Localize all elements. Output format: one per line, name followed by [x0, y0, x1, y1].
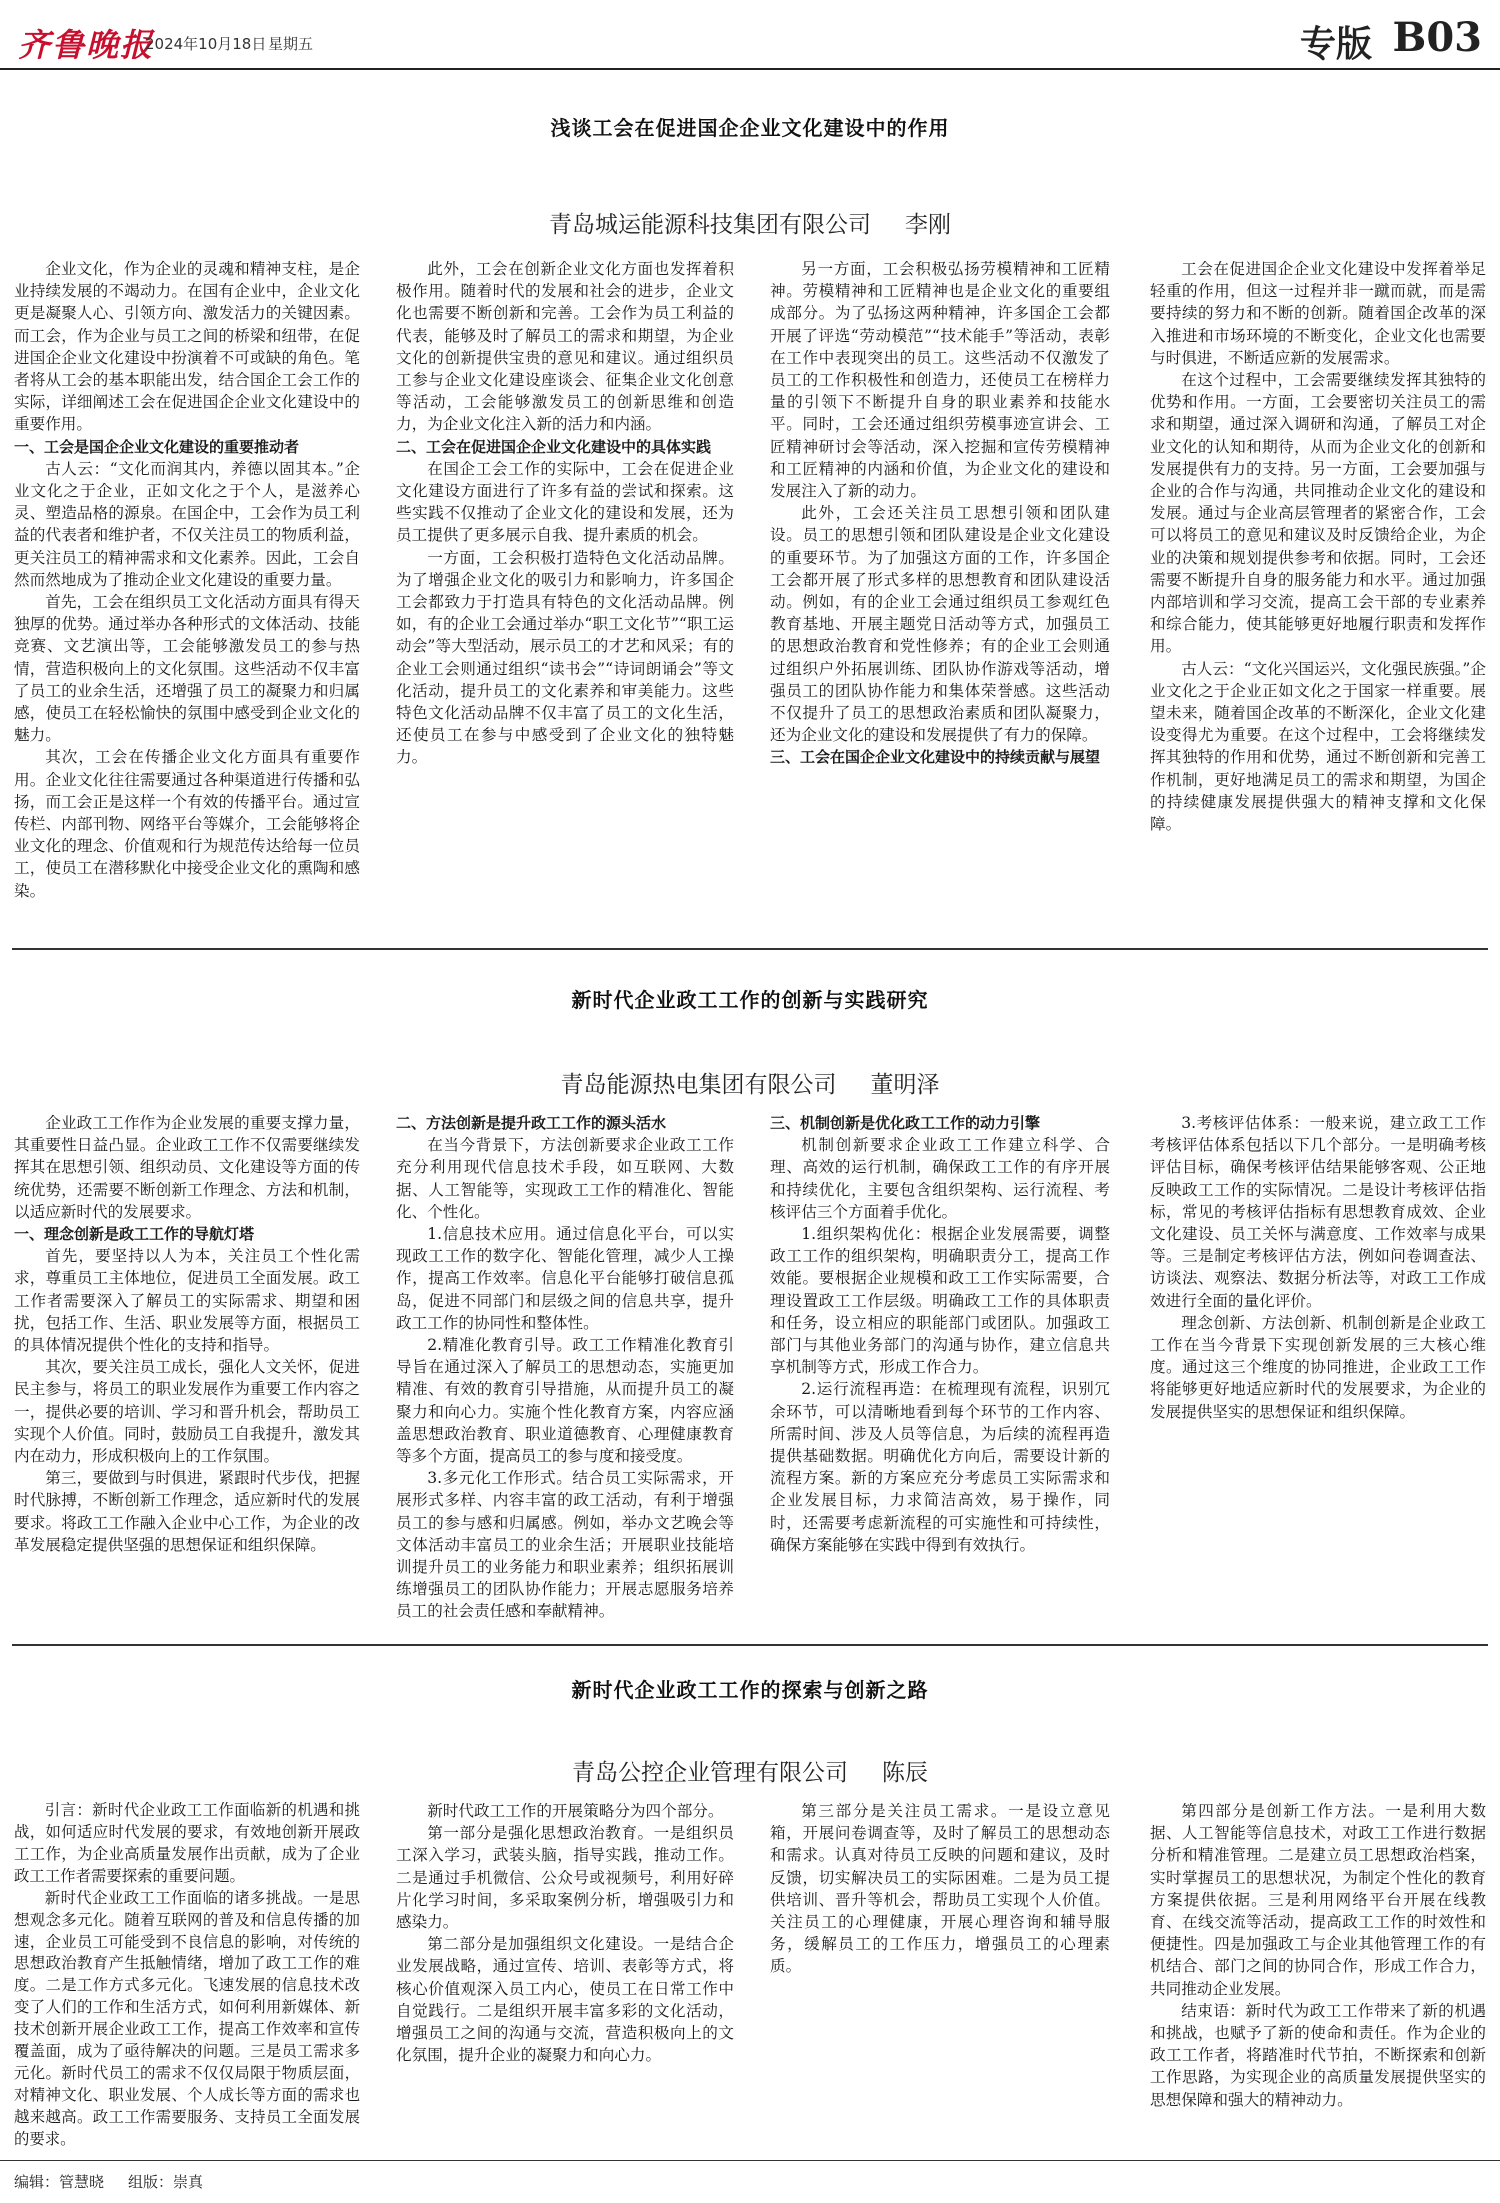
article1-org: 青岛城运能源科技集团有限公司	[549, 212, 871, 238]
article2-heading-3: 三、机制创新是优化政工工作的动力引擎	[770, 1114, 1041, 1132]
article2-paragraph: 1.组织架构优化：根据企业发展需要，调整政工工作的组织架构，明确职责分工，提高工作效能。要根据企业规模和政工工作实际需要，合理设置政工工作层级。明确政工工作的具体职责和任务，设立相应的职能部门或团队。加强政工部门与其他业务部门的沟通与协作，建立信息共享机制等方式，形成工作合力。	[770, 1225, 1110, 1377]
article2-paragraph: 其次，要关注员工成长，强化人文关怀，促进民主参与，将员工的职业发展作为重要工作内容之一，提供必要的培训、学习和晋升机会，帮助员工实现个人价值。同时，鼓励员工自我提升，激发其内在动力，形成积极向上的工作氛围。	[14, 1358, 360, 1466]
article1-paragraph: 工会在促进国企企业文化建设中发挥着举足轻重的作用，但这一过程并非一蹴而就，而是需要持续的努力和不断的创新。随着国企改革的深入推进和市场环境的不断变化，企业文化也需要与时俱进，不断适应新的发展需求。	[1150, 260, 1486, 367]
article1-column-2	[396, 258, 734, 938]
article2-column-1	[14, 1112, 360, 1634]
article1-paragraph: 此外，工会还关注员工思想引领和团队建设。员工的思想引领和团队建设是企业文化建设的重要环节。为了加强这方面的工作，许多国企工会都开展了形式多样的思想教育和团队建设活动。例如，有的企业工会通过组织员工参观红色教育基地、开展主题党日活动等方式，加强员工的思想政治教育和党性修养；有的企业工会则通过组织户外拓展训练、团队协作游戏等活动，增强员工的团队协作能力和集体荣誉感。这些活动不仅提升了员工的思想政治素质和团队凝聚力，还为企业文化的建设和发展提供了有力的保障。	[770, 504, 1110, 745]
article-divider	[12, 948, 1488, 950]
article3-paragraph: 第三部分是关注员工需求。一是设立意见箱，开展问卷调查等，及时了解员工的思想动态和需求。认真对待员工反映的问题和建议，及时反馈，切实解决员工的实际困难。二是为员工提供培训、晋升等机会，帮助员工实现个人价值。关注员工的心理健康，开展心理咨询和辅导服务，缓解员工的工作压力，增强员工的心理素质。	[770, 1802, 1110, 1976]
newspaper-logo: 齐鲁晚报	[18, 26, 155, 64]
article2-author: 董明泽	[870, 1072, 940, 1098]
article1-paragraph: 此外，工会在创新企业文化方面也发挥着积极作用。随着时代的发展和社会的进步，企业文化也需要不断创新和完善。工会作为员工利益的代表，能够及时了解员工的需求和期望，为企业文化的创新提供宝贵的意见和建议。通过组织员工参与企业文化建设座谈会、征集企业文化创意等活动，工会能够激发员工的创新思维和创造力，为企业文化注入新的活力和内涵。	[396, 260, 734, 434]
article3-byline	[0, 1754, 1500, 1787]
article2-paragraph: 第三，要做到与时俱进，紧跟时代步伐，把握时代脉搏，不断创新工作理念，适应新时代的发展要求。将政工工作融入企业中心工作，为企业的改革发展稳定提供坚强的思想保证和组织保障。	[14, 1469, 360, 1554]
article3-column-2	[396, 1800, 734, 2152]
article2-paragraph: 3.考核评估体系：一般来说，建立政工工作考核评估体系包括以下几个部分。一是明确考核评估目标，确保考核评估结果能够客观、公正地反映政工工作的实际情况。二是设计考核评估指标，常见的考核评估指标有思想教育成效、企业文化建设、员工关怀与满意度、工作效率与成果等。三是制定考核评估方法，例如问卷调查法、访谈法、观察法、数据分析法等，对政工工作成效进行全面的量化评价。	[1150, 1114, 1486, 1310]
article3-column-1	[14, 1800, 360, 2152]
article3-author: 陈辰	[882, 1760, 928, 1786]
article2-paragraph: 2.运行流程再造：在梳理现有流程，识别冗余环节，可以清晰地看到每个环节的工作内容、所需时间、涉及人员等信息，为后续的流程再造提供基础数据。明确优化方向后，需要设计新的流程方案。新的方案应充分考虑员工实际需求和企业发展目标，力求简洁高效，易于操作，同时，还需要考虑新流程的可实施性和可持续性，确保方案能够在实践中得到有效执行。	[770, 1380, 1110, 1554]
article3-column-3	[770, 1800, 1110, 2152]
article-divider	[12, 1644, 1488, 1646]
article1-paragraph: 其次，工会在传播企业文化方面具有重要作用。企业文化往往需要通过各种渠道进行传播和弘扬，而工会正是这样一个有效的传播平台。通过宣传栏、内部刊物、网络平台等媒介，工会能够将企业文化的理念、价值观和行为规范传达给每一位员工，使员工在潜移默化中接受企业文化的熏陶和感染。	[14, 748, 360, 900]
article1-author: 李刚	[905, 212, 951, 238]
article1-heading-3: 三、工会在国企企业文化建设中的持续贡献与展望	[770, 748, 1101, 767]
article2-org: 青岛能源热电集团有限公司	[560, 1072, 837, 1098]
article3-paragraph: 第一部分是强化思想政治教育。一是组织员工深入学习，武装头脑，指导实践，推动工作。二是通过手机微信、公众号或视频号，利用好碎片化学习时间，多采取案例分析，增强吸引力和感染力。	[396, 1824, 734, 1932]
editor-credit: 编辑：管慧晓	[14, 2173, 105, 2191]
article2-paragraph: 在当今背景下，方法创新要求企业政工工作充分利用现代信息技术手段，如互联网、大数据、人工智能等，实现政工工作的精准化、智能化、个性化。	[396, 1136, 734, 1221]
article1-column-4	[1150, 258, 1486, 938]
article1-title: 浅谈工会在促进国企企业文化建设中的作用	[550, 116, 950, 140]
article3-column-4	[1150, 1800, 1486, 2152]
article2-title: 新时代企业政工工作的创新与实践研究	[571, 988, 929, 1012]
article2-column-3	[770, 1112, 1110, 1634]
article3-org: 青岛公控企业管理有限公司	[572, 1760, 848, 1786]
article1-paragraph: 首先，工会在组织员工文化活动方面具有得天独厚的优势。通过举办各种形式的文体活动、技能竞赛、文艺演出等，工会能够激发员工的参与热情，营造积极向上的文化氛围。这些活动不仅丰富了员工的业余生活，还增强了员工的凝聚力和归属感，使员工在轻松愉快的氛围中感受到企业文化的魅力。	[14, 593, 360, 745]
section-name: 专版	[1299, 23, 1372, 65]
article2-heading-1: 一、理念创新是政工工作的导航灯塔	[14, 1225, 255, 1244]
article3-paragraph: 第四部分是创新工作方法。一是利用大数据、人工智能等信息技术，对政工工作进行数据分析和精准管理。二是建立员工思想政治档案，实时掌握员工的思想状况，为制定个性化的教育方案提供依据。三是利用网络平台开展在线教育、在线交流等活动，提高政工工作的时效性和便捷性。四是加强政工与企业其他管理工作的有机结合、部门之间的协同合作，形成工作合力，共同推动企业发展。	[1150, 1802, 1486, 1998]
article1-heading-1: 一、工会是国企企业文化建设的重要推动者	[14, 437, 300, 456]
article1-paragraph: 企业文化，作为企业的灵魂和精神支柱，是企业持续发展的不竭动力。在国有企业中，企业文化更是凝聚人心、引领方向、激发活力的关键因素。而工会，作为企业与员工之间的桥梁和纽带，在促进国企企业文化建设中扮演着不可或缺的角色。笔者将从工会的基本职能出发，结合国企工会工作的实际，详细阐述工会在促进国企企业文化建设中的重要作用。	[14, 260, 360, 434]
article1-byline	[0, 206, 1500, 239]
article2-paragraph: 企业政工工作作为企业发展的重要支撑力量，其重要性日益凸显。企业政工工作不仅需要继续发挥其在思想引领、组织动员、文化建设等方面的传统优势，还需要不断创新工作理念、方法和机制，以适应新时代的发展要求。	[14, 1114, 360, 1221]
article1-column-1	[14, 258, 360, 938]
article2-paragraph: 2.精准化教育引导。政工工作精准化教育引导旨在通过深入了解员工的思想动态，实施更加精准、有效的教育引导措施，从而提升员工的凝聚力和向心力。实施个性化教育方案，内容应涵盖思想政治教育、职业道德教育、心理健康教育等多个方面，提高员工的参与度和接受度。	[396, 1336, 734, 1466]
article3-paragraph: 引言：新时代企业政工工作面临新的机遇和挑战，如何适应时代发展的要求，有效地创新开展政工工作，为企业高质量发展作出贡献，成为了企业政工工作者需要探索的重要问题。	[14, 1801, 360, 1885]
article1-paragraph: 古人云：“文化而润其内，养德以固其本。”企业文化之于企业，正如文化之于个人，是滋养心灵、塑造品格的源泉。在国企中，工会作为员工利益的代表者和维护者，不仅关注员工的物质利益，更关注员工的精神需求和文化素养。因此，工会自然而然地成为了推动企业文化建设的重要力量。	[14, 459, 360, 589]
page-number: B03	[1392, 14, 1482, 61]
issue-weekday: 星期五	[268, 35, 314, 53]
article1-heading-2: 二、工会在促进国企企业文化建设中的具体实践	[396, 437, 712, 456]
issue-date: 2024年10月18日	[145, 35, 267, 53]
article1-paragraph: 在国企工会工作的实际中，工会在促进企业文化建设方面进行了许多有益的尝试和探索。这些实践不仅推动了企业文化的建设和发展，还为员工提供了更多展示自我、提升素质的机会。	[396, 459, 734, 545]
article2-paragraph: 3.多元化工作形式。结合员工实际需求，开展形式多样、内容丰富的政工活动，有利于增强员工的参与感和归属感。例如，举办文艺晚会等文体活动丰富员工的业余生活；开展职业技能培训提升员工的业务能力和职业素养；组织拓展训练增强员工的团队协作能力；开展志愿服务培养员工的社会责任感和奉献精神。	[396, 1469, 734, 1621]
article3-paragraph: 新时代政工工作的开展策略分为四个部分。	[427, 1802, 724, 1820]
layout-credit: 组版：崇真	[128, 2173, 204, 2191]
article3-paragraph: 新时代企业政工工作面临的诸多挑战。一是思想观念多元化。随着互联网的普及和信息传播的加速，企业员工可能受到不良信息的影响，对传统的思想政治教育产生抵触情绪，增加了政工工作的难度。二是工作方式多元化。飞速发展的信息技术改变了人们的工作和生活方式，如何利用新媒体、新技术创新开展企业政工工作，提高工作效率和宣传覆盖面，成为了亟待解决的问题。三是员工需求多元化。新时代员工的需求不仅仅局限于物质层面，对精神文化、职业发展、个人成长等方面的需求也越来越高。政工工作需要服务、支持员工全面发展的要求。	[14, 1888, 360, 2148]
page-header	[0, 0, 1500, 70]
article3-paragraph: 结束语：新时代为政工工作带来了新的机遇和挑战，也赋予了新的使命和责任。作为企业的政工工作者，将踏准时代节拍，不断探索和创新工作思路，为实现企业的高质量发展提供坚实的思想保障和强大的精神动力。	[1150, 2001, 1486, 2109]
article2-heading-2: 二、方法创新是提升政工工作的源头活水	[396, 1114, 667, 1132]
article1-column-3	[770, 258, 1110, 938]
article2-column-2	[396, 1112, 734, 1634]
article3-title: 新时代企业政工工作的探索与创新之路	[571, 1678, 929, 1702]
article2-byline	[0, 1066, 1500, 1099]
article3-paragraph: 第二部分是加强组织文化建设。一是结合企业发展战略，通过宣传、培训、表彰等方式，将核心价值观深入员工内心，使员工在日常工作中自觉践行。二是组织开展丰富多彩的文化活动，增强员工之间的沟通与交流，营造积极向上的文化氛围，提升企业的凝聚力和向心力。	[396, 1935, 734, 2065]
article2-paragraph: 理念创新、方法创新、机制创新是企业政工工作在当今背景下实现创新发展的三大核心维度。通过这三个维度的协同推进，企业政工工作将能够更好地适应新时代的发展要求，为企业的发展提供坚实的思想保证和组织保障。	[1150, 1313, 1486, 1421]
article2-column-4	[1150, 1112, 1486, 1634]
page-footer	[0, 2160, 1500, 2203]
article1-paragraph: 在这个过程中，工会需要继续发挥其独特的优势和作用。一方面，工会要密切关注员工的需求和期望，通过深入调研和沟通，了解员工对企业文化的认知和期待，从而为企业文化的创新和发展提供有力的支持。另一方面，工会要加强与企业的合作与沟通，共同推动企业文化的建设和发展。通过与企业高层管理者的紧密合作，工会可以将员工的意见和建议及时反馈给企业，为企业的决策和规划提供参考和依据。同时，工会还需要不断提升自身的服务能力和水平。通过加强内部培训和学习交流，提高工会干部的专业素养和综合能力，使其能够更好地履行职责和发挥作用。	[1150, 371, 1486, 656]
article2-paragraph: 1.信息技术应用。通过信息化平台，可以实现政工工作的数字化、智能化管理，减少人工操作，提高工作效率。信息化平台能够打破信息孤岛，促进不同部门和层级之间的信息共享，提升政工工作的协同性和整体性。	[396, 1225, 734, 1332]
article1-paragraph: 一方面，工会积极打造特色文化活动品牌。为了增强企业文化的吸引力和影响力，许多国企工会都致力于打造具有特色的文化活动品牌。例如，有的企业工会通过举办“职工文化节”“职工运动会”等大型活动，展示员工的才艺和风采；有的企业工会则通过组织“读书会”“诗词朗诵会”等文化活动，提升员工的文化素养和审美能力。这些特色文化活动品牌不仅丰富了员工的文化生活，还使员工在参与中感受到了企业文化的独特魅力。	[396, 548, 734, 767]
article1-paragraph: 另一方面，工会积极弘扬劳模精神和工匠精神。劳模精神和工匠精神也是企业文化的重要组成部分。为了弘扬这两种精神，许多国企工会都开展了评选“劳动模范”“技术能手”等活动，表彰在工作中表现突出的员工。这些活动不仅激发了员工的工作积极性和创造力，还使员工在榜样力量的引领下不断提升自身的职业素养和技能水平。同时，工会还通过组织劳模事迹宣讲会、工匠精神研讨会等活动，深入挖掘和宣传劳模精神和工匠精神的内涵和价值，为企业文化的建设和发展注入了新的动力。	[770, 260, 1110, 501]
article2-paragraph: 首先，要坚持以人为本，关注员工个性化需求，尊重员工主体地位，促进员工全面发展。政工工作者需要深入了解员工的实际需求、期望和困扰，包括工作、生活、职业发展等方面，根据员工的具体情况提供个性化的支持和指导。	[14, 1247, 360, 1355]
article2-paragraph: 机制创新要求企业政工工作建立科学、合理、高效的运行机制，确保政工工作的有序开展和持续优化，主要包含组织架构、运行流程、考核评估三个方面着手优化。	[770, 1136, 1110, 1221]
article1-paragraph: 古人云：“文化兴国运兴，文化强民族强。”企业文化之于企业正如文化之于国家一样重要。展望未来，随着国企改革的不断深化，企业文化建设变得尤为重要。在这个过程中，工会将继续发挥其独特的作用和优势，通过不断创新和完善工作机制，更好地满足员工的需求和期望，为国企的持续健康发展提供强大的精神支撑和文化保障。	[1150, 659, 1486, 834]
